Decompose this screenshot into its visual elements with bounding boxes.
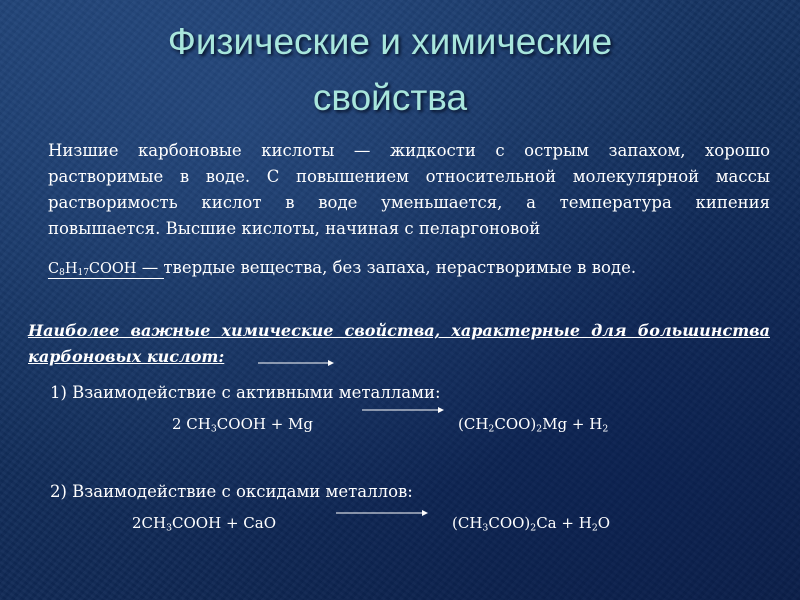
r2-lhs-sub: 3 (166, 522, 173, 534)
r1-lhs-sub: 3 (210, 423, 217, 435)
r2-lhs-a: 2CH (132, 514, 167, 532)
r1-rhs-b: COO) (494, 415, 537, 433)
r1-lhs-b: COOH + Mg (216, 415, 314, 433)
reaction-2-arrow-icon (336, 508, 428, 518)
r2-rhs-s1: 3 (482, 522, 489, 534)
reaction-2-reactants (132, 512, 276, 534)
r1-rhs-c: Mg + H (542, 415, 603, 433)
paragraph-line-2: растворимые в воде. С повышением относительной молекулярной массы (48, 167, 770, 186)
r2-rhs-s3: 2 (591, 522, 598, 534)
reaction-1-products (458, 413, 608, 435)
paragraph-line-1: Низшие карбоновые кислоты — жидкости с острым запахом, хорошо (48, 141, 770, 160)
heading-arrow-icon (258, 358, 334, 368)
formula-underline (48, 256, 164, 279)
formula-h-sub: 17 (77, 268, 89, 279)
formula-h: H (64, 261, 78, 277)
paragraph-line-4: повышается. Высшие кислоты, начиная с пеларгоновой (48, 219, 541, 238)
formula-tail: COOH (88, 261, 137, 277)
title-line-1: Физические и химические (167, 21, 613, 62)
important-properties-heading (28, 318, 770, 370)
r1-rhs-s2: 2 (536, 423, 543, 435)
reaction-1-arrow-icon (362, 405, 444, 415)
properties-paragraph (48, 138, 770, 242)
r1-rhs-a: (CH (458, 415, 489, 433)
r1-lhs-a: 2 CH (172, 415, 211, 433)
r1-rhs-s3: 2 (602, 423, 609, 435)
important-line-2: карбоновых кислот: (28, 347, 225, 366)
reaction-2-products (452, 512, 610, 534)
formula-c-sub: 8 (59, 268, 65, 279)
title-line-2: свойства (312, 77, 468, 118)
formula-description: — твердые вещества, без запаха, нерастворимые в воде. (141, 258, 637, 277)
r2-rhs-c: Ca + H (536, 514, 592, 532)
r2-rhs-d: O (597, 514, 611, 532)
r2-lhs-b: COOH + CaO (172, 514, 277, 532)
r1-rhs-s1: 2 (488, 423, 495, 435)
r2-rhs-a: (CH (452, 514, 483, 532)
reaction-2-label: 2) Взаимодействие с оксидами металлов: (50, 482, 413, 501)
slide-title (60, 14, 720, 126)
reaction-1-reactants (172, 413, 313, 435)
important-line-1: Наиболее важные химические свойства, характерные для большинства (28, 321, 770, 340)
reaction-1-label: 1) Взаимодействие с активными металлами: (50, 383, 441, 402)
paragraph-line-3: растворимость кислот в воде уменьшается, а температура кипения (48, 193, 770, 212)
r2-rhs-s2: 2 (530, 522, 537, 534)
formula-c: C (48, 261, 60, 277)
r2-rhs-b: COO) (488, 514, 531, 532)
